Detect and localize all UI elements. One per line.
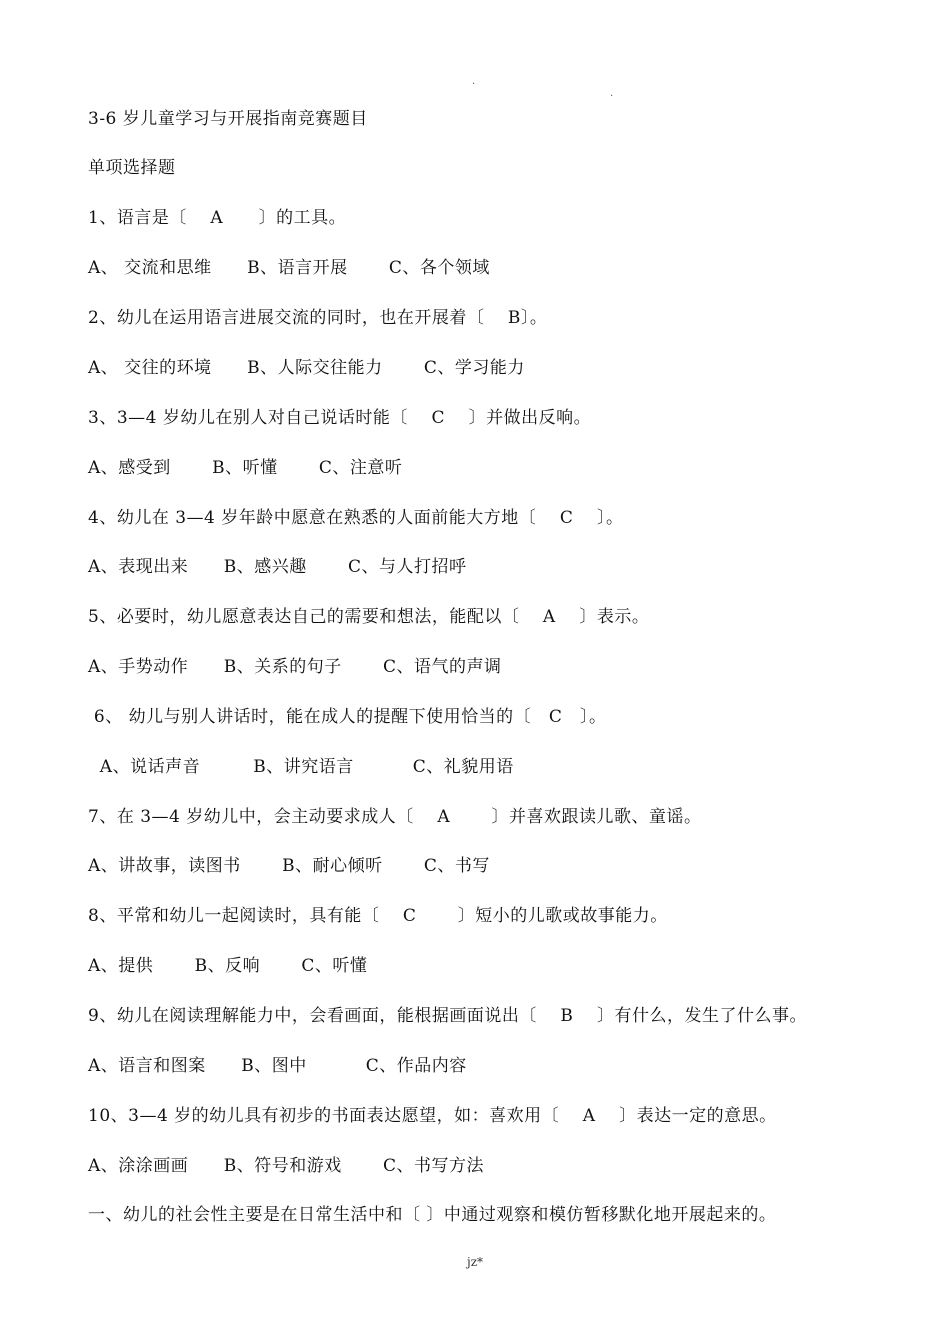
question-options: A、 交流和思维 B、语言开展 C、各个领域 [88,258,490,278]
question-stem: 2、幼儿在运用语言进展交流的同时，也在开展着〔 B〕。 [88,308,548,328]
question-options: A、语言和图案 B、图中 C、作品内容 [88,1056,467,1076]
question-stem: 4、幼儿在 3—4 岁年龄中愿意在熟悉的人面前能大方地〔 C 〕。 [88,508,624,528]
question-options: A、 交往的环境 B、人际交往能力 C、学习能力 [88,358,525,378]
question-stem: 6、 幼儿与别人讲话时，能在成人的提醒下使用恰当的〔 C 〕。 [88,707,607,727]
question-stem: 10、3—4 岁的幼儿具有初步的书面表达愿望，如：喜欢用〔 A 〕表达一定的意思。 [88,1106,777,1126]
question-stem: 3、3—4 岁幼儿在别人对自己说话时能〔 C 〕并做出反响。 [88,408,592,428]
question-options: A、手势动作 B、关系的句子 C、语气的声调 [88,657,502,677]
question-options: A、讲故事，读图书 B、耐心倾听 C、书写 [88,856,490,876]
question-stem: 5、必要时，幼儿愿意表达自己的需要和想法，能配以〔 A 〕表示。 [88,607,650,627]
question-stem: 8、平常和幼儿一起阅读时，具有能〔 C 〕短小的儿歌或故事能力。 [88,906,668,926]
question-options: A、感受到 B、听懂 C、注意听 [88,458,403,478]
page-footer: jz* [466,1255,484,1269]
question-options: A、说话声音 B、讲究语言 C、礼貌用语 [88,757,514,777]
document-title: 3-6 岁儿童学习与开展指南竞赛题目 [88,109,368,129]
question-stem: 7、在 3—4 岁幼儿中，会主动要求成人〔 A 〕并喜欢跟读儿歌、童谣。 [88,807,702,827]
question-options: A、表现出来 B、感兴趣 C、与人打招呼 [88,557,467,577]
header-mark: . [610,88,614,99]
header-mark: . [472,76,476,87]
section-heading: 单项选择题 [88,158,176,178]
question-stem: 1、语言是〔 A 〕的工具。 [88,208,347,228]
question-stem: 9、幼儿在阅读理解能力中，会看画面，能根据画面说出〔 B 〕有什么，发生了什么事。 [88,1006,808,1026]
question-options: A、提供 B、反响 C、听懂 [88,956,368,976]
closing-question: 一、幼儿的社会性主要是在日常生活中和〔 〕中通过观察和模仿暂移默化地开展起来的。 [88,1205,777,1225]
question-options: A、涂涂画画 B、符号和游戏 C、书写方法 [88,1156,485,1176]
